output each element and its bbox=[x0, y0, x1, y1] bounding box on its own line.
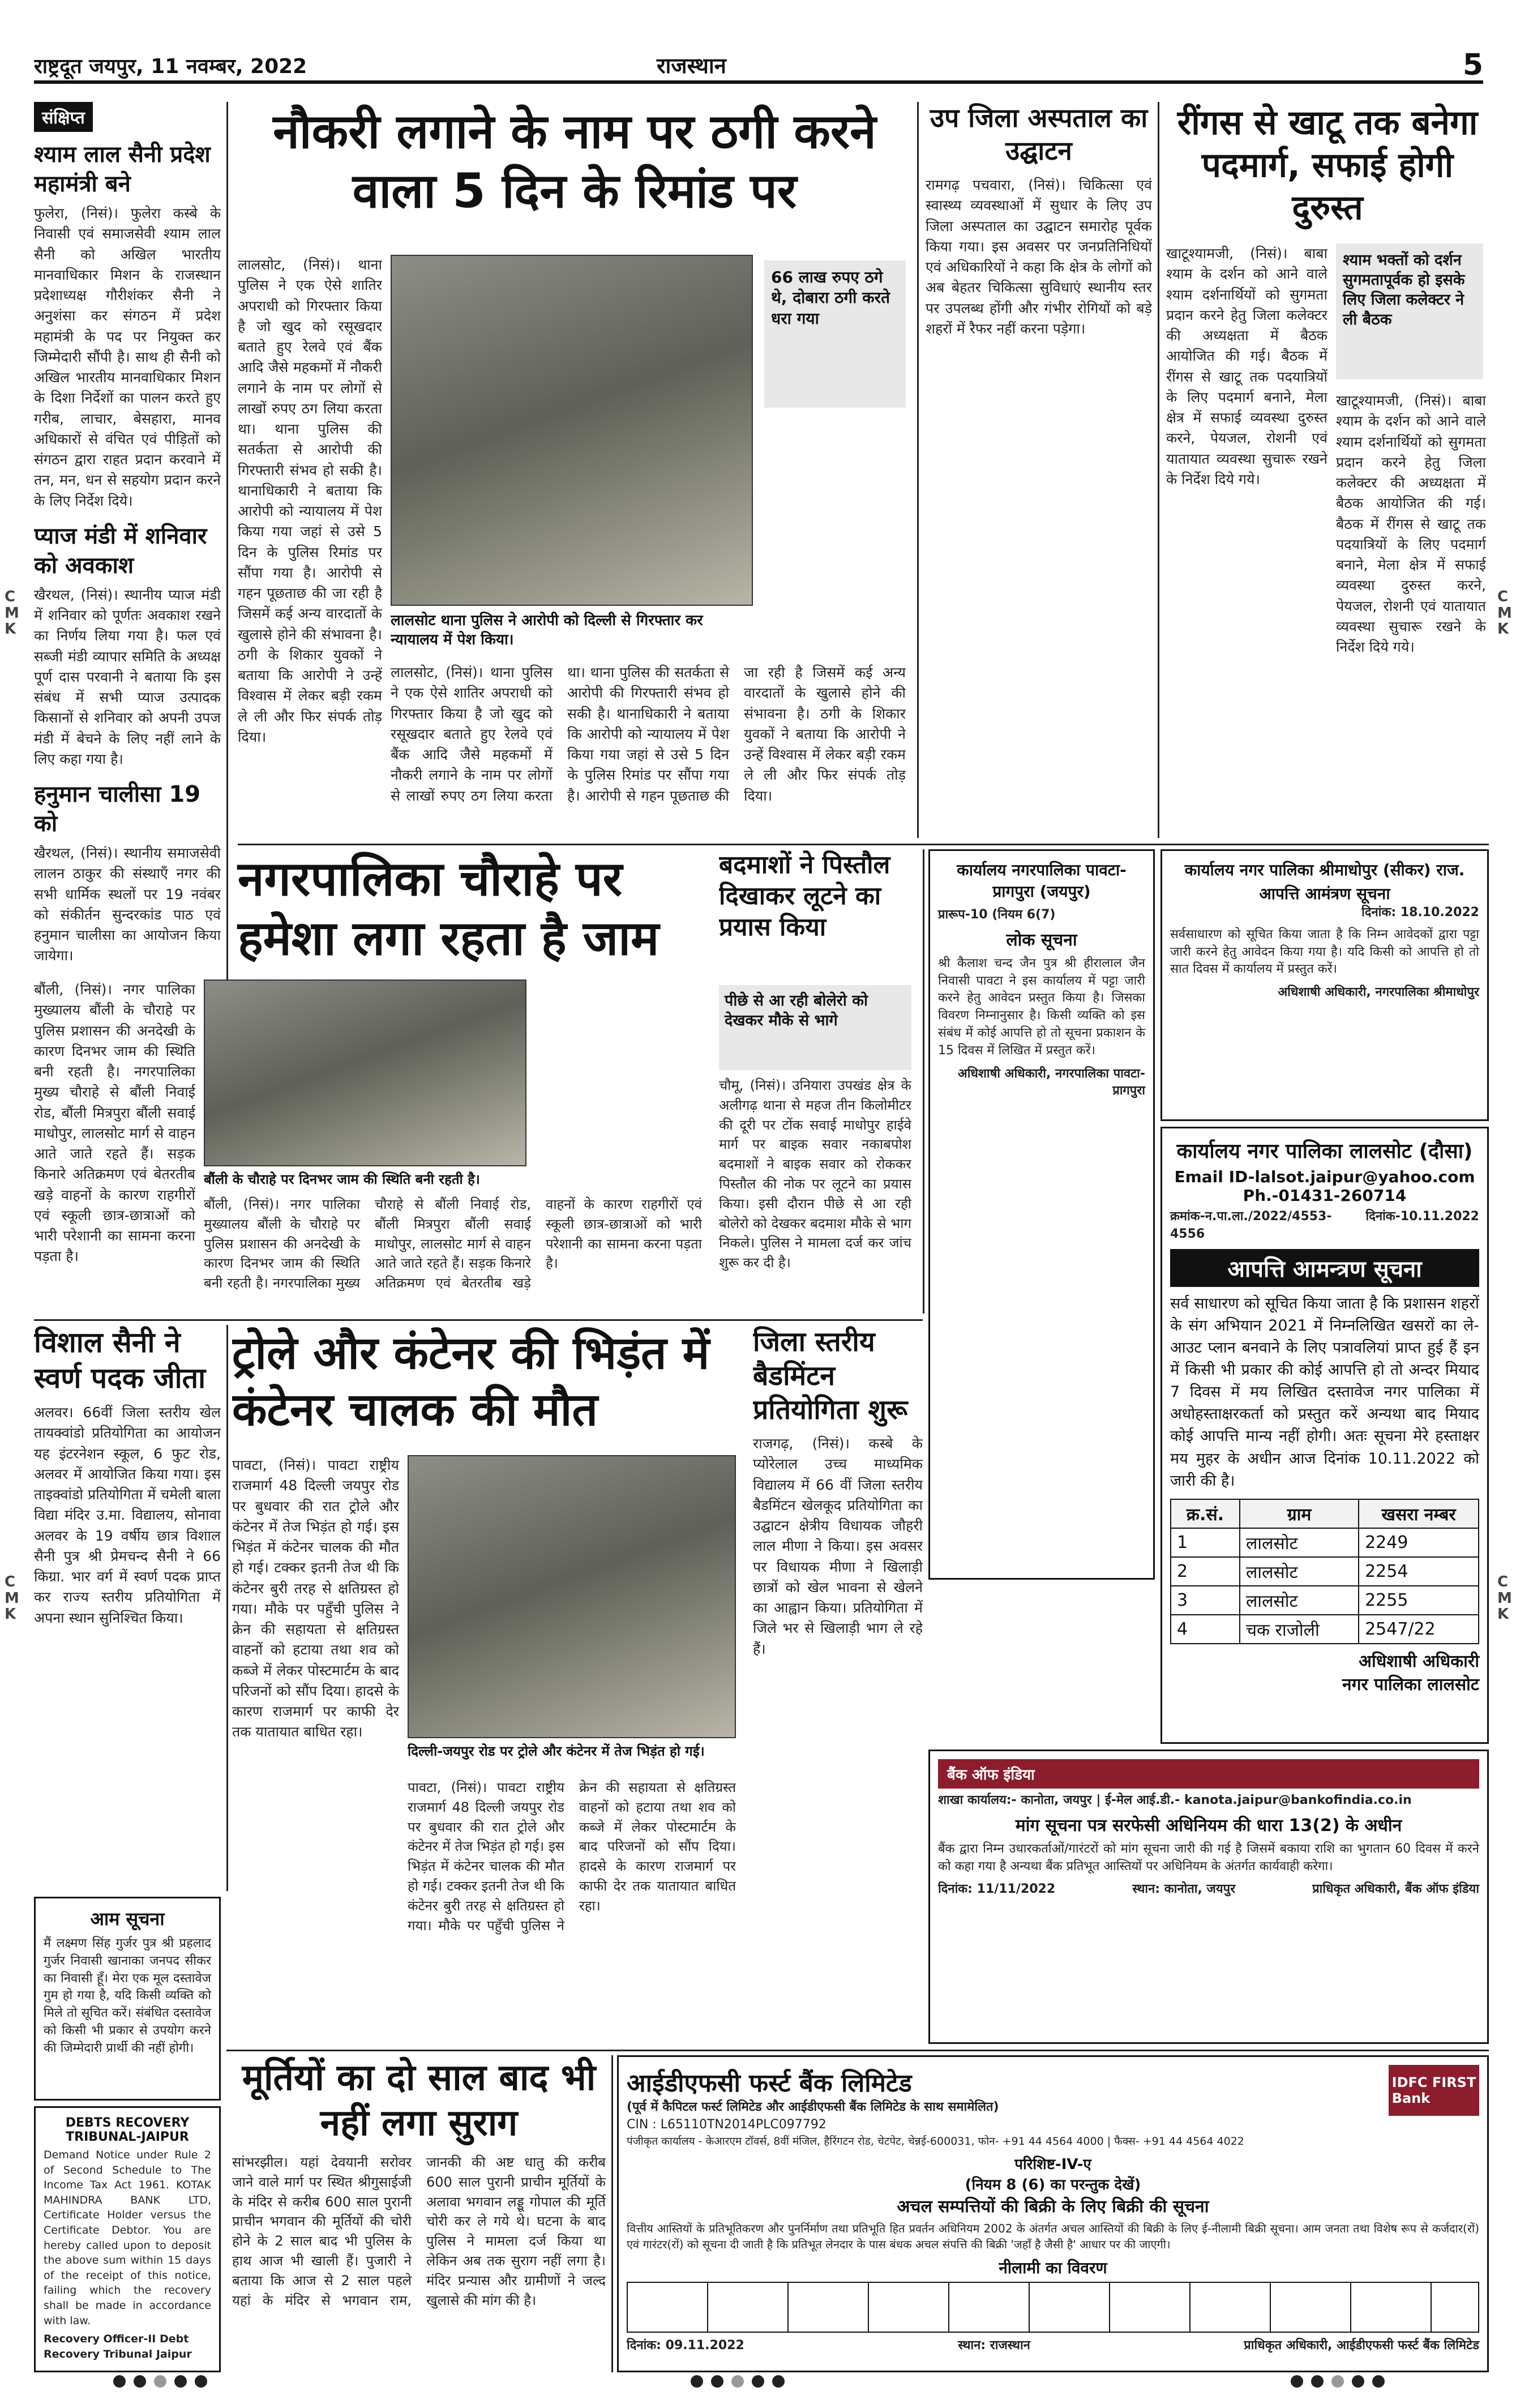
accident-story bbox=[232, 1325, 742, 2004]
hospital-headline: उप जिला अस्पताल का उद्घाटन bbox=[930, 102, 1148, 166]
drt-title: DEBTS RECOVERY TRIBUNAL-JAIPUR bbox=[65, 2116, 190, 2144]
sankshipt-item3-body: खैरथल, (निसं)। स्थानीय समाजसेवी लालन ठाकुर की संस्थाएँ नगर की सभी धार्मिक स्थलों पर 19 नवंबर को संकीर्तन सुन्दरकांड पाठ एवं हनुमान चालीसा का आयोजन किया जायेगा। bbox=[34, 845, 221, 964]
khatu-body-cont: खाटूश्यामजी, (निसं)। बाबा श्याम के दर्शन को आने वाले श्याम दर्शनार्थियों को सुगमता प्रदान करने हेतु जिला कलेक्टर की अध्यक्षता में बैठक आयोजित की गई। बैठक में रींगस से खाटू तक पदयात्रियों के लिए पदमार्ग बनाने, मेला क्षेत्र में सफाई व्यवस्था दुरुस्त करने, पेयजल, रोशनी एवं यातायात व्यवस्था सुचारू रखने के निर्देश दिये गये। bbox=[1336, 392, 1486, 655]
thagi-photo bbox=[391, 255, 753, 606]
table-row bbox=[1171, 1615, 1479, 1644]
accident-body-left: पावटा, (निसं)। पावटा राष्ट्रीय राजमार्ग 48 दिल्ली जयपुर रोड पर बुधवार की रात ट्रोले और कंटेनर में तेज भिड़ंत हो गई। इस भिड़ंत में कंटेनर चालक की मौत हो गई। टक्कर इतनी तेज थी कि कंटेनर बुरी तरह से क्षतिग्रस्त हो गया। मौके पर पहुँची पुलिस ने क्रेन की सहायता से क्षतिग्रस्त वाहनों को हटाया तथा शव को कब्जे में लेकर पोस्टमार्टम के बाद परिजनों को सौंप दिया। हादसे के कारण राजमार्ग पर काफी देर तक यातायात बाधित रहा। bbox=[232, 1457, 399, 1740]
pistol-story bbox=[719, 849, 917, 1314]
lalsot-notice bbox=[1160, 1127, 1489, 1744]
registration-dots-center bbox=[691, 2375, 785, 2388]
swarn-body: अलवर। 66वीं जिला स्तरीय खेल तायक्वांडो प्रतियोगिता का आयोजन यह इंटरनेशन स्कूल, 6 फुट रोड, अलवर में आयोजित किया गया। इस ताइक्वांडो प्रतियोगिता में चमेली बाला विद्या मंदिर उ.मा. विद्यालय, सोनावा अलवर के 19 वर्षीय छात्र विशाल सैनी पुत्र श्री प्रेमचन्द सैनी ने 66 किग्रा. भार वर्ग में स्वर्ण पदक प्राप्त कर राज्य स्तरीय प्रतियोगिता में अपना स्थान सुनिश्चित किया। bbox=[34, 1404, 221, 1626]
jam-body-bottom: बौंली, (निसं)। नगर पालिका मुख्यालय बौंली के चौराहे पर पुलिस प्रशासन की अनदेखी के कारण दिनभर जाम की स्थिति बनी रहती है। नगरपालिका मुख्य चौराहे से बौंली निवाई रोड, बौंली मित्रपुरा बौंली सवाई माधोपुर, लालसोट मार्ग से वाहन आते जाते रहते हैं। सड़क किनारे अतिक्रमण एवं बेतरतीब खड़े वाहनों के कारण राहगीरों एवं स्कूली छात्र-छात्राओं को भारी परेशानी का सामना करना पड़ता है। bbox=[204, 1196, 702, 1291]
thagi-body-left: लालसोट, (निसं)। थाना पुलिस ने एक ऐसे शातिर अपराधी को गिरफ्तार किया है जो खुद को रसूखदार बताते हुए रेलवे एवं बैंक आदि जैसे महकमों में नौकरी लगाने के नाम पर लोगों से लाखों रुपए ठग लिया करता था। थाना पुलिस की सतर्कता से आरोपी की गिरफ्तारी संभव हो सकी है। थानाधिकारी ने बताया कि आरोपी को न्यायालय में पेश किया गया जहां से उसे 5 दिन के पुलिस रिमांड पर सौंपा गया है। आरोपी से गहन पूछताछ की जा रही है जिसमें कई अन्य वारदातों के खुलासे होने की संभावना है। ठगी के शिकार युवकों ने बताया कि आरोपी ने उन्हें विश्वास में लेकर बड़ी रकम ले ली और फिर संपर्क तोड़ दिया। bbox=[238, 256, 382, 745]
section-rule bbox=[226, 2050, 1489, 2051]
cmk-marker-left: C M K bbox=[5, 588, 19, 638]
pawta-title: लोक सूचना bbox=[1006, 930, 1077, 950]
cell: 2 bbox=[1171, 1557, 1240, 1586]
boi-notice bbox=[928, 1750, 1489, 2044]
drt-notice bbox=[34, 2106, 221, 2372]
accident-caption: दिल्ली-जयपुर रोड पर ट्रोले और कंटेनर में तेज भिड़ंत हो गई। bbox=[408, 1743, 705, 1759]
cell: 2249 bbox=[1359, 1528, 1479, 1557]
cmk-marker-left-lower: C M K bbox=[5, 1573, 19, 1623]
hospital-body: रामगढ़ पचवारा, (निसं)। चिकित्सा एवं स्वास्थ्य व्यवस्थाओं में सुधार के लिए उप जिला अस्पताल का उद्घाटन समारोह पूर्वक किया गया। इस अवसर पर जनप्रतिनिधियों एवं अधिकारियों ने कहा कि क्षेत्र के लोगों को अब बेहतर चिकित्सा सुविधाएं स्थानीय स्तर पर उपलब्ध होंगी और गंभीर रोगियों को बड़े शहरों में रैफर नहीं करना पड़ेगा। bbox=[926, 177, 1152, 337]
thagi-caption: लालसोट थाना पुलिस ने आरोपी को दिल्ली से गिरफ्तार कर न्यायालय में पेश किया। bbox=[391, 612, 703, 648]
cell: 4 bbox=[1171, 1615, 1240, 1644]
column-rule bbox=[923, 849, 924, 1314]
table-row bbox=[1171, 1586, 1479, 1615]
lalsot-title: आपत्ति आमन्त्रण सूचना bbox=[1170, 1249, 1479, 1287]
idfc-notice bbox=[617, 2055, 1489, 2372]
column-rule bbox=[917, 102, 919, 838]
idfc-place: स्थान: राजस्थान bbox=[958, 2338, 1030, 2353]
cell: 2255 bbox=[1359, 1586, 1479, 1615]
khatu-body: खाटूश्यामजी, (निसं)। बाबा श्याम के दर्शन को आने वाले श्याम दर्शनार्थियों को सुगमता प्रदान करने हेतु जिला कलेक्टर की अध्यक्षता में बैठक आयोजित की गई। बैठक में रींगस से खाटू तक पदयात्रियों के लिए पदमार्ग बनाने, मेला क्षेत्र में सफाई व्यवस्था दुरुस्त करने, पेयजल, रोशनी एवं यातायात व्यवस्था सुचारू रखने के निर्देश दिये गये। bbox=[1166, 245, 1327, 487]
idfc-heading: अचल सम्पत्तियों की बिक्री के लिए बिक्री की सूचना bbox=[897, 2197, 1209, 2217]
boi-body: बैंक द्वारा निम्न उधारकर्ताओं/गारंटरों को मांग सूचना जारी की गई है जिसमें बकाया राशि का भुगतान 60 दिवस में करने को कहा गया है अन्यथा बैंक प्रतिभूत आस्तियों पर अधिनियम के अंतर्गत कार्यवाही करेगा। bbox=[938, 1841, 1479, 1874]
khatu-headline: रींगस से खाटू तक बनेगा पदमार्ग, सफाई होगी दुरुस्त bbox=[1177, 103, 1478, 228]
pistol-bullet-box bbox=[719, 985, 911, 1070]
aam-suchna-title: आम सूचना bbox=[90, 1908, 165, 1930]
section-rule bbox=[238, 844, 1489, 845]
jam-caption: बौंली के चौराहे पर दिनभर जाम की स्थिति बनी रहती है। bbox=[204, 1171, 480, 1187]
boi-title: मांग सूचना पत्र सरफेसी अधिनियम की धारा 13(2) के अधीन bbox=[1015, 1815, 1402, 1836]
shrimadhopur-body: सर्वसाधारण को सूचित किया जाता है कि निम्न आवेदकों द्वारा पट्टा जारी करने हेतु आवेदन किया गया है। यदि किसी को आपत्ति हो तो सात दिवस में कार्यालय में प्रस्तुत करें। bbox=[1170, 927, 1479, 977]
hospital-story bbox=[926, 102, 1152, 838]
boi-place: स्थान: कानोता, जयपुर bbox=[1132, 1882, 1236, 1897]
swarn-story bbox=[34, 1325, 221, 1891]
lalsot-th-khasra: खसरा नम्बर bbox=[1359, 1499, 1479, 1528]
idfc-table-placeholder bbox=[627, 2282, 1479, 2333]
accident-headline: ट्रोले और कंटेनर की भिड़ंत में कंटेनर चालक की मौत bbox=[232, 1327, 710, 1436]
cell: लालसोट bbox=[1240, 1586, 1359, 1615]
idfc-appendix: परिशिष्ट-IV-ए bbox=[1014, 2156, 1091, 2174]
shrimadhopur-date: दिनांक: 18.10.2022 bbox=[1361, 905, 1479, 919]
pawta-signer: अधिशाषी अधिकारी, नगरपालिका पावटा-प्रागपुरा bbox=[957, 1066, 1145, 1098]
pawta-office: कार्यालय नगरपालिका पावटा-प्रागपुरा (जयपुर) bbox=[957, 861, 1127, 901]
column-rule bbox=[226, 1325, 228, 1891]
column-rule bbox=[611, 2055, 613, 2372]
pistol-body: चौमू, (निसं)। उनियारा उपखंड क्षेत्र के अलीगढ़ थाना से महज तीन किलोमीटर की दूरी पर टोंक सवाई माधोपुर हाईवे मार्ग पर बाइक सवार नकाबपोश बदमाशों ने बाइक सवार को रोककर पिस्तौल की नोक पर लूटने का प्रयास किया। इसी दौरान पीछे से आ रही बोलेरो को देखकर बदमाश मौके से भाग निकले। पुलिस ने मामला दर्ज कर जांच शुरू कर दी है। bbox=[719, 1077, 911, 1271]
idfc-rule: (नियम 8 (6) का परन्तुक देखें) bbox=[965, 2176, 1141, 2194]
sankshipt-item1-body: फुलेरा, (निसं)। फुलेरा कस्बे के निवासी एवं समाजसेवी श्याम लाल सैनी को अखिल भारतीय मानवाधिकार मिशन के राजस्थान प्रदेशाध्यक्ष गौरीशंकर सैनी ने अनुशंसा कर संगठन में प्रदेश महामंत्री के पद पर नियुक्त कर जिम्मेदारी सौंपी है। साथ ही सैनी को अखिल भारतीय मानवाधिकार मिशन के दिशा निर्देशों का पालन करते हुए गरीब, लाचार, बेसहारा, मानव अधिकारों से वंचित एवं पीड़ितों को संगठन द्वारा राहत प्रदान करवाने में तन, मन, धन से सहयोग प्रदान करने के लिए निर्देश दिये। bbox=[34, 205, 221, 509]
boi-branch: शाखा कार्यालय:- कानोता, जयपुर | ई-मेल आई.डी.- kanota.jaipur@bankofindia.co.in bbox=[938, 1793, 1412, 1807]
cell: 2547/22 bbox=[1359, 1615, 1479, 1644]
pawta-notice bbox=[928, 849, 1155, 1580]
badminton-headline: जिला स्तरीय बैडमिंटन प्रतियोगिता शुरू bbox=[753, 1326, 908, 1426]
shrimadhopur-office: कार्यालय नगर पालिका श्रीमाधोपुर (सीकर) राज. bbox=[1184, 861, 1465, 879]
section-rule bbox=[34, 1319, 923, 1321]
sankshipt-item2-body: खैरथल, (निसं)। स्थानीय प्याज मंडी में शनिवार को पूर्णतः अवकाश रखने का निर्णय लिया गया है। फल एवं सब्जी मंडी व्यापार समिति के अध्यक्ष पूर्ण दास परवानी ने बताया कि इस संबंध में सभी प्याज उत्पादक किसानों से शनिवार को अपनी उपज मंडी में बेचने के लिए नहीं लाने के लिए कहा गया है। bbox=[34, 586, 221, 767]
cmk-marker-right: C M K bbox=[1497, 588, 1512, 638]
cell: 1 bbox=[1171, 1528, 1240, 1557]
masthead-date: राष्ट्रदूत जयपुर, 11 नवम्बर, 2022 bbox=[34, 54, 307, 78]
accident-body-bottom: पावटा, (निसं)। पावटा राष्ट्रीय राजमार्ग 48 दिल्ली जयपुर रोड पर बुधवार की रात ट्रोले और कंटेनर में तेज भिड़ंत हो गई। इस भिड़ंत में कंटेनर चालक की मौत हो गई। टक्कर इतनी तेज थी कि कंटेनर बुरी तरह से क्षतिग्रस्त हो गया। मौके पर पहुँची पुलिस ने क्रेन की सहायता से क्षतिग्रस्त वाहनों को हटाया तथा शव को कब्जे में लेकर पोस्टमार्टम के बाद परिजनों को सौंप दिया। हादसे के कारण राजमार्ग पर काफी देर तक यातायात बाधित रहा। bbox=[408, 1780, 736, 1934]
aam-suchna-body: मैं लक्ष्मण सिंह गुर्जर पुत्र श्री प्रहलाद गुर्जर निवासी खानाका जनपद सीकर का निवासी हूँ। मेरा एक मूल दस्तावेज गुम हो गया है, यदि किसी व्यक्ति को मिले तो सूचित करें। संबंधित दस्तावेज को किसी भी प्रकार से उपयोग करने की जिम्मेदारी प्रार्थी की नहीं होगी। bbox=[44, 1936, 211, 2055]
section-title: राजस्थान bbox=[657, 53, 726, 78]
registration-dots-left bbox=[113, 2375, 207, 2388]
pistol-headline: बदमाशों ने पिस्तौल दिखाकर लूटने का प्रयास किया bbox=[719, 850, 890, 942]
khatu-bullet: श्याम भक्तों को दर्शन सुगमतापूर्वक हो इसके लिए जिला कलेक्टर ने ली बैठक bbox=[1343, 251, 1465, 329]
lalsot-th-village: ग्राम bbox=[1240, 1499, 1359, 1528]
thagi-bullet-box bbox=[764, 260, 906, 408]
column-rule bbox=[1158, 102, 1159, 838]
boi-signer: प्राधिकृत अधिकारी, बैंक ऑफ इंडिया bbox=[1312, 1882, 1479, 1897]
idfc-signer: प्राधिकृत अधिकारी, आईडीएफसी फर्स्ट बैंक लिमिटेड bbox=[1244, 2338, 1479, 2353]
sankshipt-item2-title: प्याज मंडी में शनिवार को अवकाश bbox=[34, 523, 207, 579]
table-row bbox=[1171, 1557, 1479, 1586]
lalsot-th-sno: क्र.सं. bbox=[1171, 1499, 1240, 1528]
murti-story bbox=[232, 2055, 606, 2372]
thagi-story bbox=[238, 102, 911, 838]
shrimadhopur-title: आपत्ति आमंत्रण सूचना bbox=[1259, 884, 1390, 903]
idfc-address: पंजीकृत कार्यालय - केआरएम टॉवर्स, 8वीं मंजिल, हैरिंगटन रोड, चेटपेट, चेन्नई-600031, फोन- +91 44 4564 4000 | फैक्स- +91 44 4564 4022 bbox=[627, 2135, 1244, 2148]
lalsot-ref: क्रमांक-न.पा.ला./2022/4553-4556 bbox=[1170, 1209, 1332, 1241]
sankshipt-label: संक्षिप्त bbox=[34, 102, 93, 132]
jam-story bbox=[34, 849, 708, 1314]
masthead bbox=[34, 50, 1483, 84]
thagi-headline: नौकरी लगाने के नाम पर ठगी करने वाला 5 दिन के रिमांड पर bbox=[273, 104, 876, 219]
idfc-logo: IDFC FIRST Bank bbox=[1389, 2065, 1479, 2116]
lalsot-date: दिनांक-10.11.2022 bbox=[1365, 1209, 1479, 1224]
cell: चक राजोली bbox=[1240, 1615, 1359, 1644]
lalsot-signer2: नगर पालिका लालसोट bbox=[1342, 1674, 1479, 1695]
accident-photo bbox=[408, 1455, 736, 1738]
idfc-date: दिनांक: 09.11.2022 bbox=[627, 2338, 744, 2353]
shrimadhopur-signer: अधिशाषी अधिकारी, नगरपालिका श्रीमाधोपुर bbox=[1278, 985, 1479, 1000]
jam-headline: नगरपालिका चौराहे पर हमेशा लगा रहता है जाम bbox=[238, 851, 659, 966]
pawta-section: प्रारूप-10 (नियम 6(7) bbox=[938, 908, 1056, 922]
cell: 2254 bbox=[1359, 1557, 1479, 1586]
lalsot-khasra-table bbox=[1170, 1499, 1479, 1644]
badminton-body: राजगढ़, (निसं)। कस्बे के प्योरेलाल उच्च माध्यमिक विद्यालय में 66 वीं जिला स्तरीय बैडमिंटन खेलकूद प्रतियोगिता का उद्घाटन क्षेत्रीय विधायक जौहरी लाल मीणा ने किया। इस अवसर पर विधायक मीणा ने खिलाड़ी छात्रों को खेल भावना से खेलने का आह्वान किया। प्रतियोगिता में जिले भर से खिलाड़ी भाग ले रहे हैं। bbox=[753, 1435, 923, 1657]
cell: लालसोट bbox=[1240, 1528, 1359, 1557]
thagi-body-bottom: लालसोट, (निसं)। थाना पुलिस ने एक ऐसे शातिर अपराधी को गिरफ्तार किया है जो खुद को रसूखदार बताते हुए रेलवे एवं बैंक आदि जैसे महकमों में नौकरी लगाने के नाम पर लोगों से लाखों रुपए ठग लिया करता था। थाना पुलिस की सतर्कता से आरोपी की गिरफ्तारी संभव हो सकी है। थानाधिकारी ने बताया कि आरोपी को न्यायालय में पेश किया गया जहां से उसे 5 दिन के पुलिस रिमांड पर सौंपा गया है। आरोपी से गहन पूछताछ की जा रही है जिसमें कई अन्य वारदातों के खुलासे होने की संभावना है। ठगी के शिकार युवकों ने बताया कि आरोपी ने उन्हें विश्वास में लेकर बड़ी रकम ले ली और फिर संपर्क तोड़ दिया। bbox=[391, 664, 906, 804]
drt-body: Demand Notice under Rule 2 of Second Schedule to The Income Tax Act 1961. KOTAK MAHINDRA BANK LTD, Certificate Holder versus the Certificate Debtor. You are hereby called upon to deposit the above sum within 15 days of the receipt of this notice, failing which the recovery shall be made in accordance with law. bbox=[44, 2149, 211, 2327]
registration-dots-right bbox=[1291, 2375, 1385, 2388]
lalsot-office: कार्यालय नगर पालिका लालसोट (दौसा) bbox=[1176, 1140, 1473, 1163]
lalsot-email: Email ID-lalsot.jaipur@yahoo.com bbox=[1174, 1167, 1475, 1186]
sankshipt-item3-title: हनुमान चालीसा 19 को bbox=[34, 781, 201, 837]
page-number: 5 bbox=[1462, 50, 1483, 82]
table-row bbox=[1171, 1528, 1479, 1557]
boi-date: दिनांक: 11/11/2022 bbox=[938, 1882, 1056, 1897]
badminton-story bbox=[753, 1325, 923, 2004]
cell: 3 bbox=[1171, 1586, 1240, 1615]
aam-suchna bbox=[34, 1897, 221, 2101]
pistol-bullet: पीछे से आ रही बोलेरो को देखकर मौके से भागे bbox=[725, 992, 868, 1030]
lalsot-phone: Ph.-01431-260714 bbox=[1243, 1186, 1407, 1205]
idfc-auction: नीलामी का विवरण bbox=[999, 2259, 1107, 2278]
murti-body: सांभरझील। यहां देवयानी सरोवर जाने वाले मार्ग पर स्थित श्रीगुसाईजी के मंदिर से करीब 600 साल पुरानी प्राचीन भगवान की मूर्तियों की चोरी होने के 2 साल बाद भी पुलिस के हाथ आज भी खाली हैं। पुजारी ने बताया कि आज से 2 साल पहले यहां के मंदिर से भगवान राम, जानकी की अष्ट धातु की करीब 600 साल पुरानी प्राचीन मूर्तियों के अलावा भगवान लड्डू गोपाल की मूर्ति चोरी कर ले गये थे। घटना के बाद पुलिस ने मामला दर्ज किया था लेकिन अब तक सुराग नहीं लगा है। मंदिर प्रन्यास और ग्रामीणों ने जल्द खुलासे की मांग की है। bbox=[232, 2154, 606, 2308]
khatu-story bbox=[1166, 102, 1489, 838]
idfc-sub: (पूर्व में कैपिटल फर्स्ट लिमिटेड और आईडीएफसी बैंक लिमिटेड के साथ समामेलित) bbox=[627, 2100, 999, 2114]
khatu-bullet-box bbox=[1336, 243, 1483, 379]
drt-footer: Recovery Officer-II Debt Recovery Tribunal Jaipur bbox=[44, 2333, 192, 2360]
pawta-body: श्री कैलाश चन्द जैन पुत्र श्री हीरालाल जैन निवासी पावटा ने इस कार्यालय में पट्टा जारी करने हेतु आवेदन प्रस्तुत किया है। जिसका विवरण निम्नानुसार है। किसी व्यक्ति को इस संबंध में कोई आपत्ति हो तो सूचना प्रकाशन के 15 दिवस में लिखित में प्रस्तुत करें। bbox=[938, 956, 1145, 1058]
cmk-marker-right-lower: C M K bbox=[1497, 1573, 1512, 1623]
jam-body-left: बौंली, (निसं)। नगर पालिका मुख्यालय बौंली के चौराहे पर पुलिस प्रशासन की अनदेखी के कारण दिनभर जाम की स्थिति बनी रहती है। नगरपालिका मुख्य चौराहे से बौंली निवाई रोड, बौंली मित्रपुरा बौंली सवाई माधोपुर, लालसोट मार्ग से वाहन आते जाते रहते हैं। सड़क किनारे अतिक्रमण एवं बेतरतीब खड़े वाहनों के कारण राहगीरों एवं स्कूली छात्र-छात्राओं को भारी परेशानी का सामना करना पड़ता है। bbox=[34, 981, 195, 1265]
idfc-body: वित्तीय आस्तियों के प्रतिभूतिकरण और पुनर्निर्माण तथा प्रतिभूति हित प्रवर्तन अधिनियम 2002 के अंतर्गत अचल आस्तियों की बिक्री के लिए ई-नीलामी बिक्री सूचना। आम जनता तथा विशेष रूप से कर्जदार(रों) एवं गारंटर(रों) को सूचना दी जाती है कि प्रतिभूत लेनदार के पास बंधक अचल संपत्ति की बिक्री 'जहाँ है जैसी है' आधार पर की जाएगी। bbox=[627, 2222, 1479, 2252]
swarn-headline: विशाल सैनी ने स्वर्ण पदक जीता bbox=[34, 1326, 206, 1395]
sankshipt-item1-title: श्याम लाल सैनी प्रदेश महामंत्री बने bbox=[34, 142, 211, 197]
shrimadhopur-notice bbox=[1160, 849, 1489, 1121]
idfc-cin: CIN : L65110TN2014PLC097792 bbox=[627, 2117, 826, 2132]
thagi-bullet: 66 लाख रुपए ठगे थे, दोबारा ठगी करते धरा गया bbox=[771, 268, 890, 328]
cell: लालसोट bbox=[1240, 1557, 1359, 1586]
murti-headline: मूर्तियों का दो साल बाद भी नहीं लगा सुराग bbox=[242, 2057, 596, 2144]
lalsot-signer1: अधिशाषी अधिकारी bbox=[1359, 1651, 1479, 1671]
jam-photo bbox=[204, 980, 526, 1166]
boi-bank-name: बैंक ऑफ इंडिया bbox=[938, 1759, 1479, 1789]
lalsot-body: सर्व साधारण को सूचित किया जाता है कि प्रशासन शहरों के संग अभियान 2021 में निम्नलिखित खसरों का ले-आउट प्लान बनवाने के लिए पत्रावलियां प्राप्त हुई हैं इन में किसी भी प्रकार की कोई आपत्ति हो तो अन्दर मियाद 7 दिवस में मय लिखित दस्तावेज नगर पालिका में अधोहस्ताक्षरकर्ता को प्रस्तुत करें अन्यथा बाद मियाद कोई आपत्ति मान्य नहीं होगी। अतः सूचना मेरे हस्ताक्षर मय मुहर के अधीन आज दिनांक 10.11.2022 को जारी की है। bbox=[1170, 1294, 1479, 1490]
idfc-title: आईडीएफसी फर्स्ट बैंक लिमिटेड bbox=[627, 2069, 912, 2098]
